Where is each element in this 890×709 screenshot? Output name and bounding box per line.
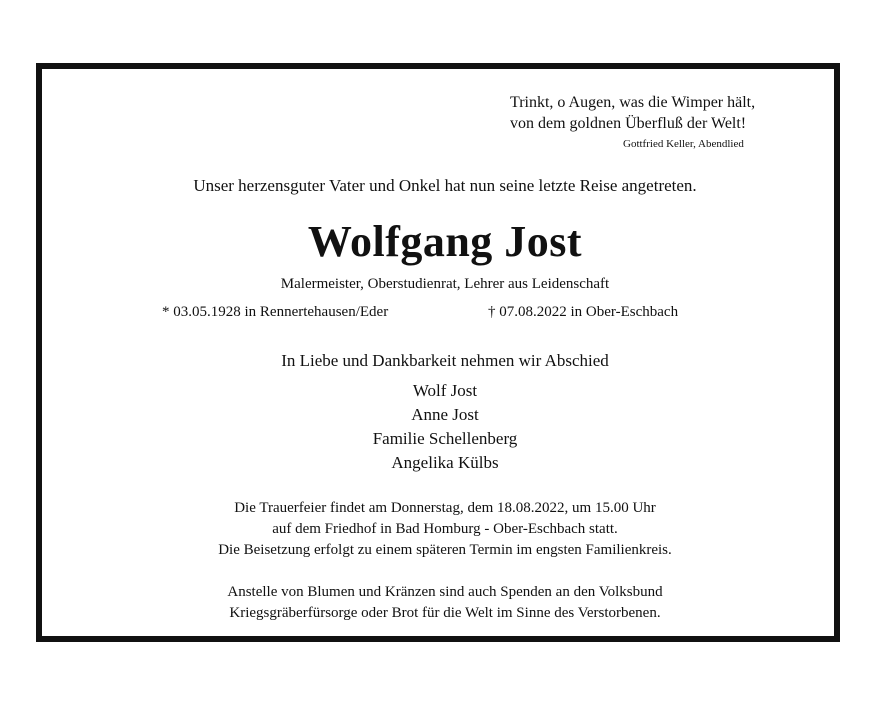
service-line: auf dem Friedhof in Bad Homburg - Ober-Eschbach statt. <box>272 521 618 537</box>
profession: Malermeister, Oberstudienrat, Lehrer aus Leidenschaft <box>280 276 610 292</box>
birth-info: * 03.05.1928 in Rennertehausen/Eder <box>162 304 389 320</box>
intro-text: Unser herzensguter Vater und Onkel hat nun seine letzte Reise angetreten. <box>193 176 697 195</box>
service-line: Die Beisetzung erfolgt zu einem späteren Termin im engsten Familienkreis. <box>218 542 672 558</box>
mourner: Angelika Külbs <box>391 453 499 472</box>
service-info <box>0 498 890 561</box>
mourner: Wolf Jost <box>412 381 478 400</box>
service-line: Die Trauerfeier findet am Donnerstag, dem 18.08.2022, um 15.00 Uhr <box>234 500 656 516</box>
quote-line-2: von dem goldnen Überfluß der Welt! <box>510 115 747 132</box>
death-info: † 07.08.2022 in Ober-Eschbach <box>488 304 679 320</box>
farewell-text: In Liebe und Dankbarkeit nehmen wir Abschied <box>281 351 609 370</box>
donation-info <box>0 582 890 624</box>
donation-line: Anstelle von Blumen und Kränzen sind auch Spenden an den Volksbund <box>227 584 663 600</box>
mourner: Familie Schellenberg <box>372 429 518 448</box>
mourners-list <box>0 379 890 475</box>
deceased-name: Wolfgang Jost <box>307 217 583 266</box>
donation-line: Kriegsgräberfürsorge oder Brot für die Welt im Sinne des Verstorbenen. <box>229 605 661 621</box>
mourner: Anne Jost <box>411 405 479 424</box>
quote-line-1: Trinkt, o Augen, was die Wimper hält, <box>510 94 756 111</box>
quote-source: Gottfried Keller, Abendlied <box>623 138 744 150</box>
